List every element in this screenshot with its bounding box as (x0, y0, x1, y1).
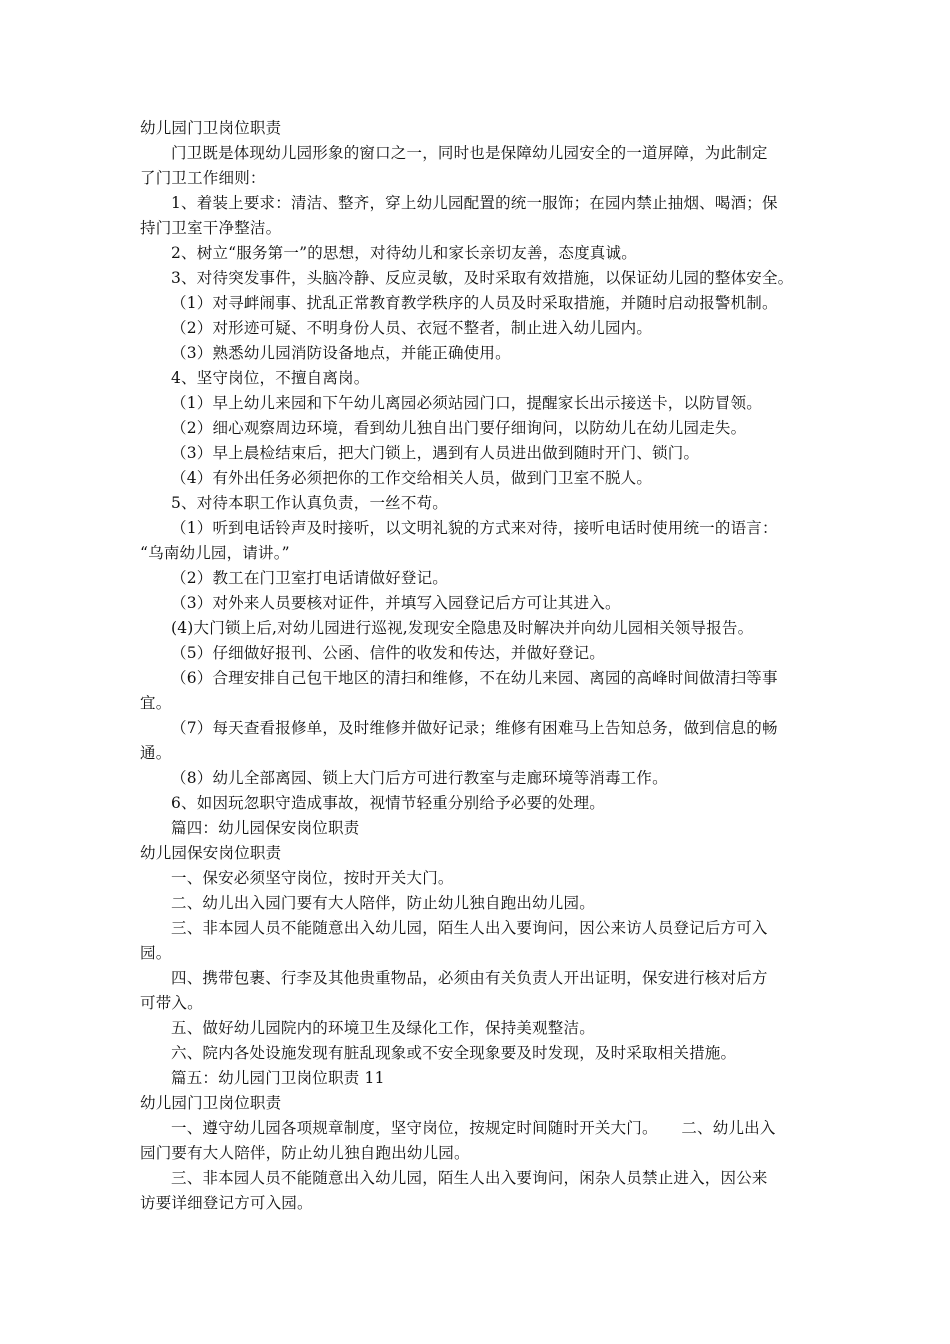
paragraph-line: （1）早上幼儿来园和下午幼儿离园必须站园门口，提醒家长出示接送卡，以防冒领。 (171, 394, 762, 412)
section-title: 幼儿园门卫岗位职责 (140, 1094, 282, 1112)
paragraph-line: 三、非本园人员不能随意出入幼儿园，陌生人出入要询问，闲杂人员禁止进入，因公来 (171, 1169, 768, 1187)
paragraph-line: （5）仔细做好报刊、公函、信件的收发和传达，并做好登记。 (171, 644, 605, 662)
paragraph-line: （3）对外来人员要核对证件，并填写入园登记后方可让其进入。 (171, 594, 621, 612)
paragraph-line: 可带入。 (140, 994, 203, 1012)
paragraph-line: （2）细心观察周边环境，看到幼儿独自出门要仔细询问，以防幼儿在幼儿园走失。 (171, 419, 747, 437)
paragraph-line: 一、遵守幼儿园各项规章制度，坚守岗位，按规定时间随时开关大门。 二、幼儿出入 (171, 1119, 776, 1137)
paragraph-line: 1、着装上要求：清洁、整齐，穿上幼儿园配置的统一服饰；在园内禁止抽烟、喝酒；保 (171, 194, 778, 212)
section-heading: 篇四：幼儿园保安岗位职责 (171, 819, 360, 837)
paragraph-line: （3）早上晨检结束后，把大门锁上，遇到有人员进出做到随时开门、锁门。 (171, 444, 700, 462)
paragraph-line: 5、对待本职工作认真负责，一丝不苟。 (171, 494, 448, 512)
paragraph-line: （6）合理安排自己包干地区的清扫和维修，不在幼儿来园、离园的高峰时间做清扫等事 (171, 669, 778, 687)
paragraph-line: 6、如因玩忽职守造成事故，视情节轻重分别给予必要的处理。 (171, 794, 605, 812)
paragraph-line: 二、幼儿出入园门要有大人陪伴，防止幼儿独自跑出幼儿园。 (171, 894, 595, 912)
paragraph-line: 4、坚守岗位，不擅自离岗。 (171, 369, 370, 387)
paragraph-line: 3、对待突发事件，头脑冷静、反应灵敏，及时采取有效措施，以保证幼儿园的整体安全。 (171, 269, 794, 287)
section-heading: 篇五：幼儿园门卫岗位职责 11 (171, 1069, 385, 1087)
paragraph-line: （1）听到电话铃声及时接听，以文明礼貌的方式来对待，接听电话时使用统一的语言： (171, 519, 778, 537)
paragraph-line: 园门要有大人陪伴，防止幼儿独自跑出幼儿园。 (140, 1144, 470, 1162)
paragraph-line: （8）幼儿全部离园、锁上大门后方可进行教室与走廊环境等消毒工作。 (171, 769, 668, 787)
paragraph-line: 六、院内各处设施发现有脏乱现象或不安全现象要及时发现，及时采取相关措施。 (171, 1044, 737, 1062)
paragraph-line: 五、做好幼儿园院内的环境卫生及绿化工作，保持美观整洁。 (171, 1019, 595, 1037)
paragraph-line: （2）教工在门卫室打电话请做好登记。 (171, 569, 448, 587)
paragraph-line: 通。 (140, 744, 172, 762)
paragraph-line: 2、树立“服务第一”的思想，对待幼儿和家长亲切友善，态度真诚。 (171, 244, 637, 262)
section-title: 幼儿园保安岗位职责 (140, 844, 282, 862)
doc-title: 幼儿园门卫岗位职责 (140, 119, 282, 137)
paragraph-line: 宜。 (140, 694, 172, 712)
paragraph-line: （1）对寻衅闹事、扰乱正常教育教学秩序的人员及时采取措施，并随时启动报警机制。 (171, 294, 778, 312)
paragraph-line: 访要详细登记方可入园。 (140, 1194, 313, 1212)
paragraph-line: 了门卫工作细则： (140, 169, 266, 187)
paragraph-line: 三、非本园人员不能随意出入幼儿园，陌生人出入要询问，因公来访人员登记后方可入 (171, 919, 768, 937)
paragraph-line: (4)大门锁上后,对幼儿园进行巡视,发现安全隐患及时解决并向幼儿园相关领导报告。 (171, 619, 754, 637)
paragraph-line: 四、携带包裹、行李及其他贵重物品，必须由有关负责人开出证明，保安进行核对后方 (171, 969, 768, 987)
paragraph-line: 园。 (140, 944, 172, 962)
paragraph-line: 持门卫室干净整洁。 (140, 219, 282, 237)
paragraph-line: （4）有外出任务必须把你的工作交给相关人员，做到门卫室不脱人。 (171, 469, 653, 487)
paragraph-line: （2）对形迹可疑、不明身份人员、衣冠不整者，制止进入幼儿园内。 (171, 319, 653, 337)
paragraph-line: “乌南幼儿园，请讲。” (140, 544, 290, 562)
paragraph-line: 一、保安必须坚守岗位，按时开关大门。 (171, 869, 454, 887)
paragraph-line: （7）每天查看报修单，及时维修并做好记录；维修有困难马上告知总务，做到信息的畅 (171, 719, 778, 737)
paragraph-line: （3）熟悉幼儿园消防设备地点，并能正确使用。 (171, 344, 511, 362)
paragraph-line: 门卫既是体现幼儿园形象的窗口之一，同时也是保障幼儿园安全的一道屏障，为此制定 (171, 144, 768, 162)
